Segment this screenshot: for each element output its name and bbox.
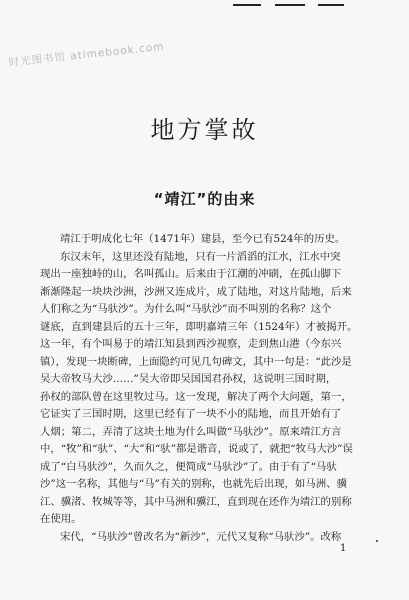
header-rule: [275, 4, 305, 6]
paragraph-line: 成了“白马驮沙”，久而久之，便简成“马驮沙”了。由于有了“马驮: [40, 460, 337, 473]
paragraph-line: 渐渐隆起一块块沙洲，沙洲又连成片，成了陆地，对这片陆地，后来: [40, 285, 352, 298]
paragraph-line: 谜底，直到建县后的五十三年，即明嘉靖三年（1524年）才被揭开。: [40, 320, 358, 333]
paragraph-line: 沙”这一名称，其他与“马”有关的别称，也就先后出现，如马洲、骥: [40, 478, 347, 490]
paragraph-line: 现出一座独峙的山，名叫孤山。后来由于江潮的冲刷，在孤山脚下: [40, 268, 342, 280]
paragraph-line: 东汉末年，这里还没有陆地，只有一片滔滔的江水，江水中突: [60, 250, 341, 263]
paragraph-line: 它证实了三国时期，这里已经有了一块不小的陆地，而且开始有了: [40, 408, 342, 420]
paragraph-line: 这一年，有个叫易于的靖江知县到西沙视察，走到焦山港（今东兴: [40, 338, 342, 350]
section-title: “靖江”的由来: [153, 190, 256, 208]
paragraph-line: 中，“牧”和“驮”、“大”和“驮”都是谐音，说或了，就把“牧马大沙”误: [40, 443, 353, 455]
paragraph-line: 人烟；第二，弄清了这块土地为什么叫做“马驮沙”。原来靖江方言: [40, 425, 342, 438]
watermark: 时光图书馆 atimebook.com: [8, 40, 165, 69]
paragraph-line: 孙权的部队曾在这里牧过马。这一发现，解决了两个大问题，第一，: [40, 390, 352, 403]
paragraph-line: 吴大帝牧马大沙……”吴大帝即吴国国君孙权，这说明三国时期，: [40, 373, 337, 385]
paragraph-line: 宋代，“马驮沙”曾改名为“新沙”，元代又复称“马驮沙”。改称: [60, 530, 342, 543]
chapter-title: 地方掌故: [150, 116, 259, 144]
paragraph-line: 在使用。: [40, 513, 82, 525]
paragraph-line: 江、骥渚、牧城等等，其中马洲和骥江，直到现在还作为靖江的别称: [40, 495, 352, 508]
paragraph-line: 镇），发现一块断碑，上面隐约可见几句碑文，其中一句是：“此沙是: [40, 355, 352, 368]
body-text: [40, 231, 360, 546]
header-rule: [233, 4, 261, 6]
ink-speck: [376, 540, 378, 542]
paragraph-line: 靖江于明成化七年（1471年）建县，至今已有524年的历史。: [60, 233, 346, 245]
paragraph-line: 人们称之为“马驮沙”。为什么叫“马驮沙”而不叫别的名称？这个: [40, 303, 332, 315]
page-number: 1: [340, 543, 347, 554]
header-rule: [318, 4, 344, 6]
